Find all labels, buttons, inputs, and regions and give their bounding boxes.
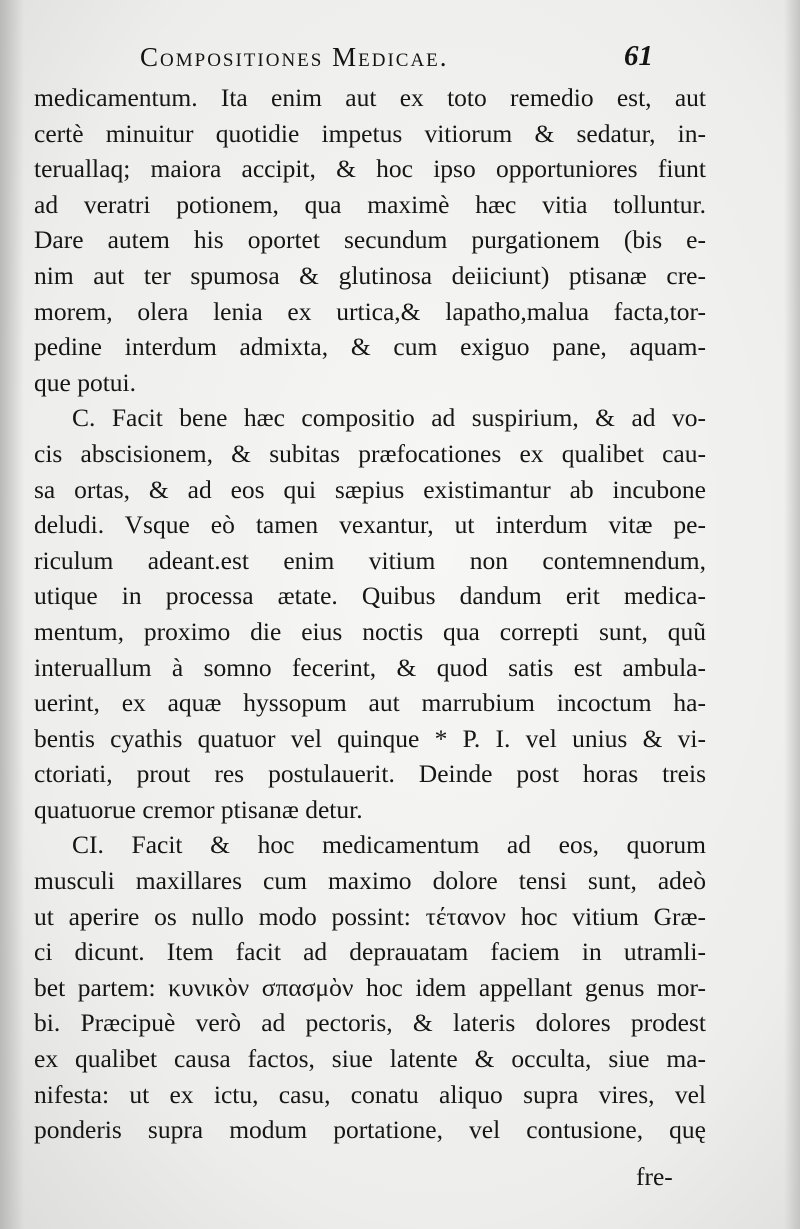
text-line: CI. Facit & hoc medicamentum ad eos, quorum [72,830,706,860]
text-line: sa ortas, & ad eos qui sæpius existimantur ab incubone [34,474,706,504]
page-left-edge-shadow [0,0,24,1229]
running-head: Compositiones Medicae. [140,42,449,72]
text-line: ci dicunt. Item facit ad deprauatam faciem in utramli- [34,937,706,967]
catchword: fre- [636,1162,673,1191]
text-line: ponderis supra modum portatione, vel contusione, quę [34,1115,706,1145]
text-line: bet partem: κυνικὸν σπασμὸν hoc idem appellant genus mor- [34,972,706,1002]
page-number: 61 [624,40,653,72]
text-line: uerint, ex aquæ hyssopum aut marrubium incoctum ha- [34,688,706,718]
text-line: nifesta: ut ex ictu, casu, conatu aliquo supra vires, vel [34,1079,706,1109]
text-line: interuallum à somno fecerint, & quod satis est ambula- [34,652,706,682]
text-line: utique in processa ætate. Quibus dandum erit medica- [34,581,706,611]
text-line: ex qualibet causa factos, siue latente & occulta, siue ma- [34,1044,706,1074]
text-line: que potui. [34,367,136,397]
text-line: Dare autem his oportet secundum purgationem (bis e- [34,225,706,255]
text-line: deludi. Vsque eò tamen vexantur, ut interdum vitæ pe- [34,510,706,540]
text-line: medicamentum. Ita enim aut ex toto remedio est, aut [34,83,706,112]
page-header [0,42,800,82]
text-line: quatuorue cremor ptisanæ detur. [34,794,363,824]
text-line: cis abscisionem, & subitas præfocationes ex qualibet cau- [34,438,706,468]
page-right-edge-shadow [784,0,800,1229]
text-line: riculum adeant.est enim vitium non contemnendum, [34,545,706,575]
text-line: teruallaq; maiora accipit, & hoc ipso opportuniores fiunt [34,154,706,184]
text-line: ut aperire os nullo modo possint: τέτανον hoc vitium Græ- [34,901,706,931]
text-line: C. Facit bene hæc compositio ad suspirium, & ad vo- [72,403,706,433]
text-line: pedine interdum admixta, & cum exiguo pane, aquam- [34,332,706,362]
text-line: ctoriati, prout res postulauerit. Deinde post horas treis [34,759,706,789]
body-text [34,80,706,1148]
text-line: certè minuitur quotidie impetus vitiorum & sedatur, in- [34,118,706,148]
text-line: mentum, proximo die eius noctis qua correpti sunt, quũ [34,616,706,646]
text-line: bi. Præcipuè verò ad pectoris, & lateris dolores prodest [34,1008,706,1038]
text-line: musculi maxillares cum maximo dolore tensi sunt, adeò [34,866,706,896]
text-line: bentis cyathis quatuor vel quinque * P. I. vel unius & vi- [34,723,706,753]
text-line: morem, olera lenia ex urtica,& lapatho,malua facta,tor- [34,296,706,326]
text-line: ad veratri potionem, qua maximè hæc vitia tolluntur. [34,189,706,219]
text-line: nim aut ter spumosa & glutinosa deiiciunt) ptisanæ cre- [34,260,706,290]
